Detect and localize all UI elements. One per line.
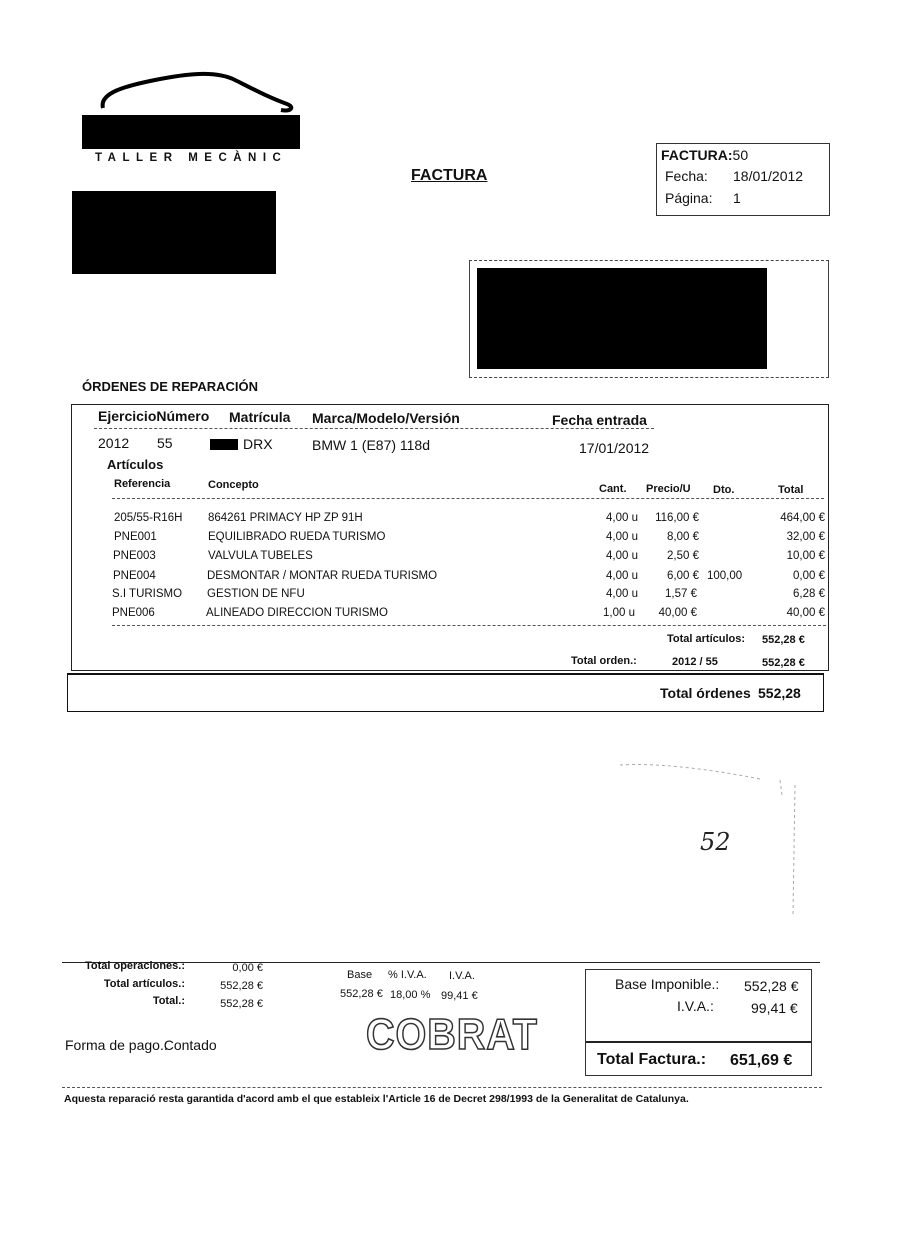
total-factura-label: Total Factura.: xyxy=(597,1051,707,1068)
total-ordenes-label: Total órdenes xyxy=(660,685,751,701)
col-precio: Precio/U xyxy=(646,483,691,495)
logo-subtitle: TALLER MECÀNIC xyxy=(95,152,288,164)
item-precio: 40,00 € xyxy=(658,607,697,619)
total-articulos-label: Total artículos: xyxy=(667,633,746,645)
vat-base-header: Base xyxy=(347,969,373,981)
item-total: 40,00 € xyxy=(786,607,825,619)
fecha-label: Fecha: xyxy=(665,168,708,184)
iva-value: 99,41 € xyxy=(751,1000,798,1016)
handwritten-number: 52 xyxy=(700,828,731,856)
redacted-company-address xyxy=(72,191,276,274)
orders-section-title: ÓRDENES DE REPARACIÓN xyxy=(82,379,259,394)
item-total: 464,00 € xyxy=(780,512,825,524)
vat-base-value: 552,28 € xyxy=(340,988,383,1000)
summary-total-articulos-label: Total artículos.: xyxy=(103,978,185,990)
base-imponible-label: Base Imponible.: xyxy=(615,976,720,992)
total-articulos-value: 552,28 € xyxy=(762,634,805,646)
item-concepto: DESMONTAR / MONTAR RUEDA TURISMO xyxy=(207,570,438,582)
table-row xyxy=(0,512,900,530)
total-operaciones-value: 0,00 € xyxy=(232,962,263,974)
item-ref: PNE003 xyxy=(113,550,156,562)
item-precio: 1,57 € xyxy=(665,588,697,600)
item-ref: PNE004 xyxy=(113,570,156,582)
item-concepto: VALVULA TUBELES xyxy=(208,550,313,562)
forma-pago-value: Contado xyxy=(163,1037,217,1053)
col-dto: Dto. xyxy=(713,484,735,496)
order-ejercicio: 2012 xyxy=(98,435,130,451)
item-cant: 4,00 u xyxy=(606,550,638,562)
fecha-value: 18/01/2012 xyxy=(733,168,804,184)
articulos-title: Artículos xyxy=(107,457,164,472)
summary-total-value: 552,28 € xyxy=(220,998,263,1010)
total-orden-label: Total orden.: xyxy=(571,655,637,667)
header-matricula: Matrícula xyxy=(229,409,291,425)
total-orden-value: 552,28 € xyxy=(762,657,805,669)
col-cant: Cant. xyxy=(599,483,627,495)
item-cant: 4,00 u xyxy=(606,588,638,600)
item-concepto: GESTION DE NFU xyxy=(207,588,305,600)
vat-amount-header: I.V.A. xyxy=(449,970,475,982)
col-total: Total xyxy=(778,484,804,496)
order-numero: 55 xyxy=(157,435,173,451)
forma-pago-label: Forma de pago.: xyxy=(65,1037,168,1053)
header-ejercicio-numero: EjercicioNúmero xyxy=(98,408,210,424)
order-fecha-entrada: 17/01/2012 xyxy=(579,440,650,456)
table-row xyxy=(0,550,900,568)
redacted-logo-name xyxy=(82,115,300,149)
document-title: FACTURA xyxy=(411,167,488,184)
total-ordenes-value: 552,28 xyxy=(758,685,801,701)
header-marca-modelo: Marca/Modelo/Versión xyxy=(312,410,460,426)
factura-number: 50 xyxy=(732,147,749,163)
item-precio: 8,00 € xyxy=(667,531,699,543)
item-cant: 4,00 u xyxy=(606,531,638,543)
vat-pct-header: % I.V.A. xyxy=(388,969,427,981)
pagina-label: Página: xyxy=(665,190,713,206)
table-row xyxy=(0,607,900,625)
car-logo-icon xyxy=(95,68,305,120)
item-cant: 4,00 u xyxy=(606,570,638,582)
item-ref: S.I TURISMO xyxy=(112,588,183,600)
col-concepto: Concepto xyxy=(208,479,259,491)
item-ref: PNE006 xyxy=(112,607,155,619)
redacted-plate xyxy=(210,439,238,450)
table-row xyxy=(0,588,900,606)
item-total: 0,00 € xyxy=(793,570,825,582)
item-cant: 1,00 u xyxy=(603,607,635,619)
header-fecha-entrada: Fecha entrada xyxy=(552,412,647,428)
totals-box xyxy=(585,969,812,1076)
forma-pago xyxy=(65,1037,217,1053)
item-concepto: 864261 PRIMACY HP ZP 91H xyxy=(208,512,363,524)
table-row xyxy=(0,570,900,588)
item-total: 32,00 € xyxy=(786,531,825,543)
order-matricula: DRX xyxy=(243,436,273,452)
total-operaciones-label: Total operaciones.: xyxy=(84,960,185,972)
item-ref: PNE001 xyxy=(114,531,157,543)
base-imponible-value: 552,28 € xyxy=(744,978,799,994)
order-vehiculo: BMW 1 (E87) 118d xyxy=(312,437,431,453)
item-concepto: ALINEADO DIRECCION TURISMO xyxy=(206,607,388,619)
factura-label: FACTURA: xyxy=(661,147,733,163)
pagina-value: 1 xyxy=(733,190,741,206)
item-precio: 116,00 € xyxy=(655,512,699,524)
item-total: 6,28 € xyxy=(793,588,825,600)
item-concepto: EQUILIBRADO RUEDA TURISMO xyxy=(208,531,386,543)
table-row xyxy=(0,531,900,549)
col-referencia: Referencia xyxy=(114,478,171,490)
footer-guarantee-note: Aquesta reparació resta garantida d'acord amb el que estableix l'Article 16 de Decret 298/1993 de la Generalitat de Catalunya. xyxy=(64,1093,689,1105)
redacted-customer xyxy=(477,268,767,369)
item-precio: 2,50 € xyxy=(667,550,699,562)
total-ordenes-bar xyxy=(67,673,824,712)
vat-amount-value: 99,41 € xyxy=(441,990,478,1002)
item-total: 10,00 € xyxy=(786,550,825,562)
vat-pct-value: 18,00 % xyxy=(390,989,431,1001)
item-cant: 4,00 u xyxy=(606,512,638,524)
summary-total-articulos-value: 552,28 € xyxy=(220,980,263,992)
item-ref: 205/55-R16H xyxy=(114,512,183,524)
iva-label: I.V.A.: xyxy=(677,998,714,1014)
invoice-info-box xyxy=(656,143,830,216)
summary-total-label: Total.: xyxy=(152,995,185,1007)
cobrat-stamp: COBRAT xyxy=(366,1010,538,1059)
item-precio: 6,00 € xyxy=(667,570,699,582)
total-orden-ref: 2012 / 55 xyxy=(672,656,718,668)
item-dto: 100,00 xyxy=(707,570,743,582)
total-factura-value: 651,69 € xyxy=(730,1052,793,1069)
